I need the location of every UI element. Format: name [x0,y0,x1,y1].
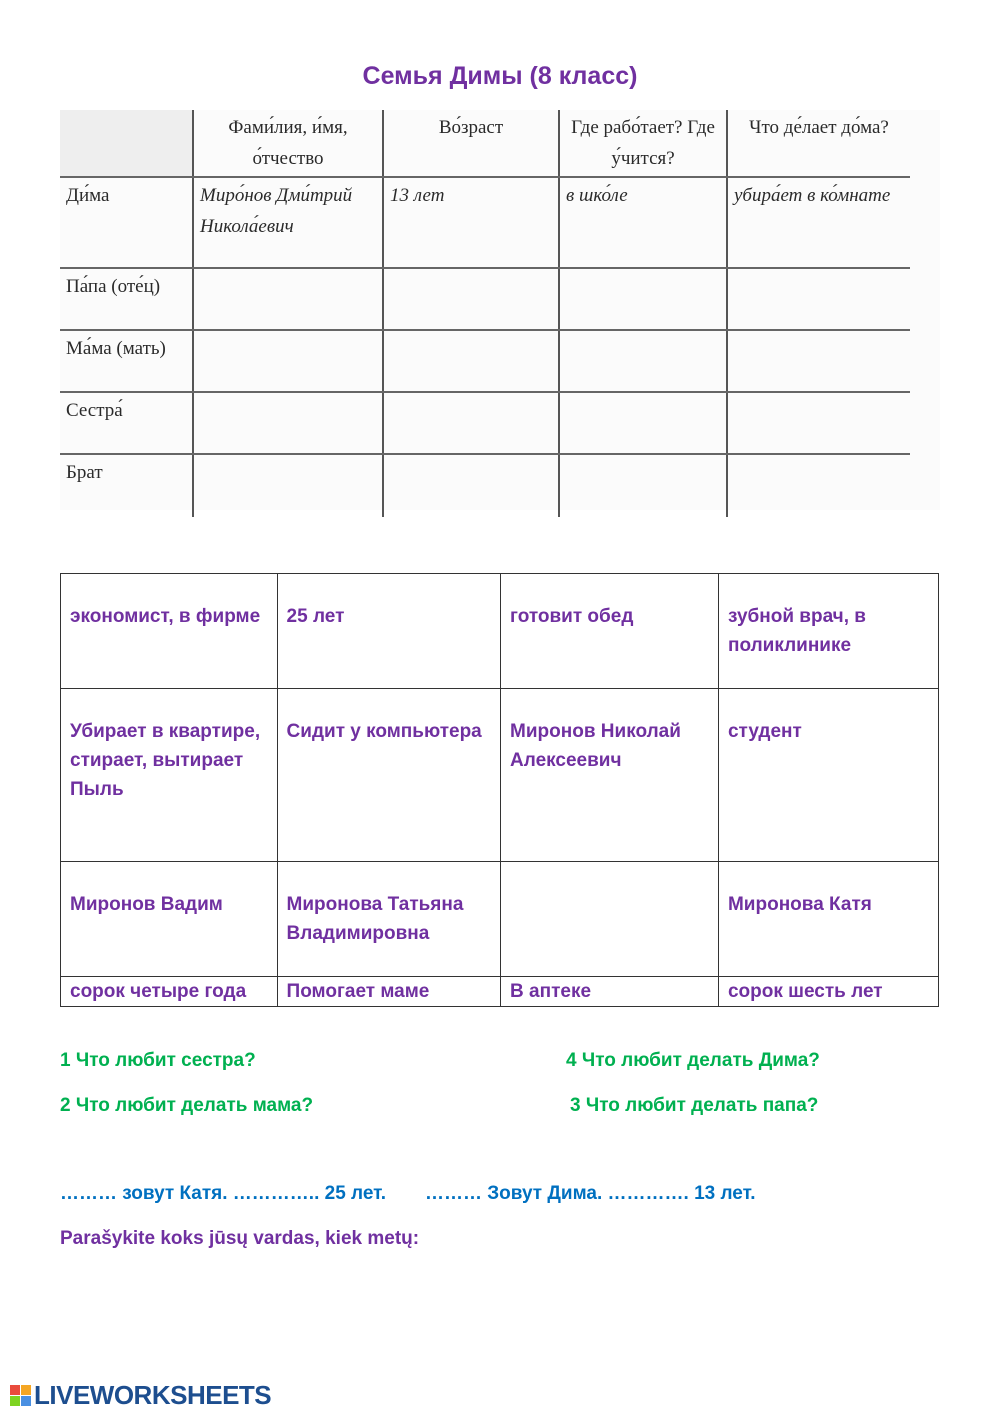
liveworksheets-logo[interactable] [10,1380,271,1410]
table-row [60,268,910,330]
empty-cell [727,454,910,517]
empty-cell [727,392,910,454]
header-empty [60,110,193,177]
table-row [60,177,910,268]
question-4: 4 Что любит делать Дима? [566,1050,820,1071]
drag-card[interactable]: готовит обед [501,574,719,689]
empty-cell [193,330,383,392]
cell-home: убира́ет в ко́мнате [727,177,910,268]
empty-cell [383,392,559,454]
drag-card[interactable]: сорок шесть лет [718,977,938,1007]
empty-cell [193,268,383,330]
question-3: 3 Что любит делать папа? [570,1095,819,1116]
cell-age: 13 лет [383,177,559,268]
drag-card[interactable]: экономист, в фирме [61,574,278,689]
empty-cell [559,268,727,330]
empty-cell [383,330,559,392]
empty-card [501,862,719,977]
drag-card[interactable]: В аптеке [501,977,719,1007]
prompt-lithuanian: Parašykite koks jūsų vardas, kiek metų: [60,1228,420,1249]
liveworksheets-logo-icon [10,1385,31,1406]
row-label: Па́па (оте́ц) [60,268,193,330]
drag-card[interactable]: Миронов Вадим [61,862,278,977]
row-label: Сестра́ [60,392,193,454]
empty-cell [559,330,727,392]
empty-cell [193,392,383,454]
fill-in-sentence-katya: ……… зовут Катя. ………….. 25 лет. [60,1183,387,1204]
answer-cards-grid [60,573,939,1007]
cell-work: в шко́ле [559,177,727,268]
drag-card[interactable]: зубной врач, в поликлинике [718,574,938,689]
scanned-family-table [60,110,940,510]
question-1: 1 Что любит сестра? [60,1050,256,1071]
drag-card[interactable]: студент [718,689,938,862]
table-row [60,330,910,392]
drag-card[interactable]: Помогает маме [277,977,500,1007]
drag-card[interactable]: Миронов Николай Алексеевич [501,689,719,862]
empty-cell [727,330,910,392]
table-row [60,454,910,517]
question-2: 2 Что любит делать мама? [60,1095,314,1116]
row-label: Ди́ма [60,177,193,268]
header-home: Что де́лает до́ма? [727,110,910,177]
drag-card[interactable]: Миронова Татьяна Владимировна [277,862,500,977]
drag-card[interactable]: Сидит у компьютера [277,689,500,862]
drag-card[interactable]: 25 лет [277,574,500,689]
drag-card[interactable]: сорок четыре года [61,977,278,1007]
empty-cell [559,454,727,517]
logo-text: LIVEWORKSHEETS [34,1379,272,1410]
fill-in-sentence-dima: ……… Зовут Дима. …………. 13 лет. [425,1183,756,1204]
row-label: Ма́ма (мать) [60,330,193,392]
header-work: Где рабо́тает? Где у́чится? [559,110,727,177]
header-fullname: Фами́лия, и́мя, о́тчество [193,110,383,177]
empty-cell [193,454,383,517]
drag-card[interactable]: Убирает в квартире, стирает, вытирает Пыль [61,689,278,862]
empty-cell [383,268,559,330]
table-row [60,392,910,454]
empty-cell [559,392,727,454]
cell-fullname: Миро́нов Дми́трий Никола́евич [193,177,383,268]
page-title: Семья Димы (8 класс) [362,62,638,90]
row-label: Брат [60,454,193,517]
drag-card[interactable]: Миронова Катя [718,862,938,977]
empty-cell [727,268,910,330]
empty-cell [383,454,559,517]
header-age: Во́зраст [383,110,559,177]
